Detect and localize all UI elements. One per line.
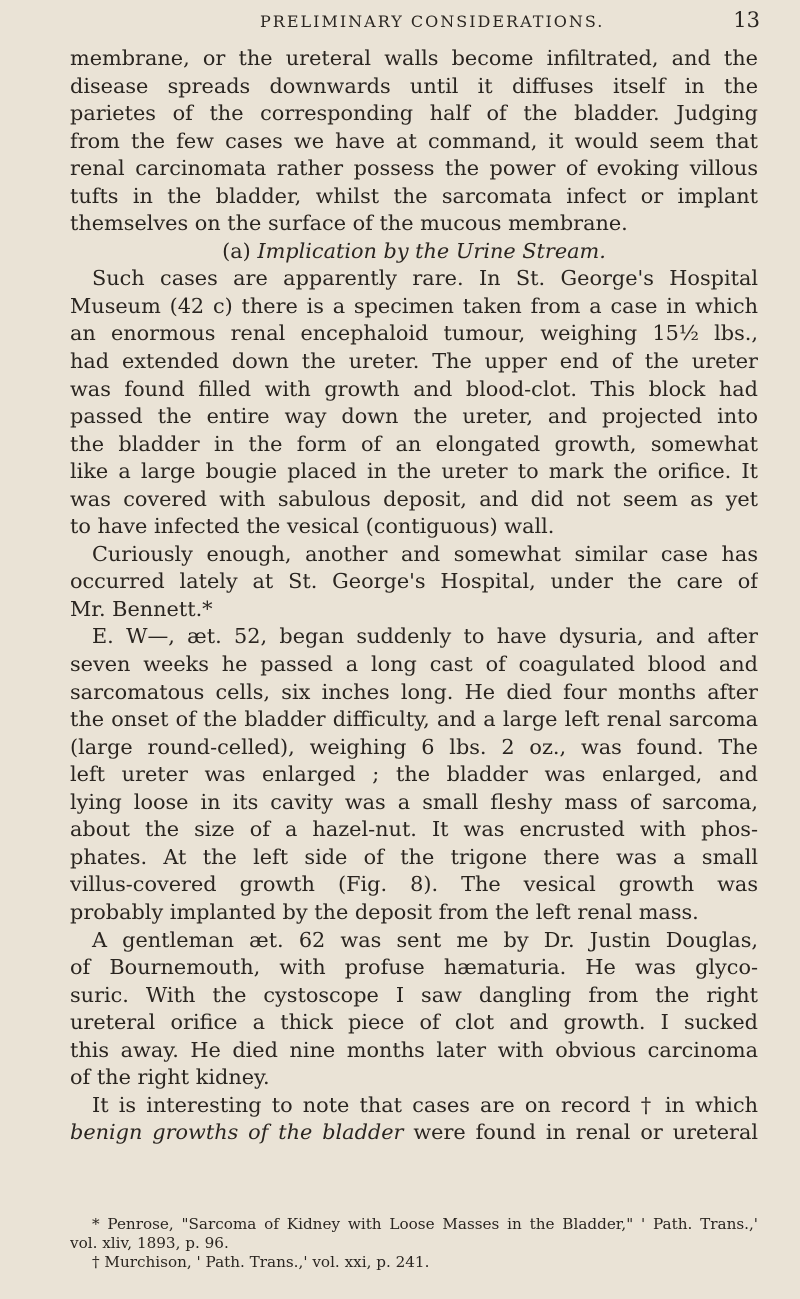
text-line: (large round-celled), weighing 6 lbs. 2 oz., was found. The bbox=[70, 734, 758, 759]
text-fragment: were found in renal or ureteral bbox=[403, 1120, 758, 1145]
text-line: disease spreads downwards until it diffuses itself in the bbox=[70, 73, 758, 98]
text-line: villus-covered growth (Fig. 8). The vesical growth was bbox=[70, 872, 758, 897]
italic-phrase: benign growths of the bladder bbox=[70, 1120, 404, 1145]
section-heading bbox=[70, 238, 758, 266]
text-line: the onset of the bladder difficulty, and a large left renal sarcoma bbox=[70, 707, 758, 732]
text-line: seven weeks he passed a long cast of coagulated blood and bbox=[70, 652, 758, 677]
text-line: A gentleman æt. 62 was sent me by Dr. Justin Douglas, bbox=[92, 927, 758, 952]
text-line: to have infected the vesical (contiguous) wall. bbox=[70, 514, 555, 539]
text-line: was covered with sabulous deposit, and did not seem as yet bbox=[70, 486, 758, 511]
text-line: renal carcinomata rather possess the power of evoking villous bbox=[70, 156, 758, 181]
text-line: sarcomatous cells, six inches long. He died four months after bbox=[70, 679, 758, 704]
text-line: themselves on the surface of the mucous membrane. bbox=[70, 211, 628, 236]
text-line: E. W—, æt. 52, began suddenly to have dysuria, and after bbox=[92, 624, 758, 649]
text-line: probably implanted by the deposit from the left renal mass. bbox=[70, 899, 699, 924]
running-title: PRELIMINARY CONSIDERATIONS. bbox=[260, 12, 605, 31]
running-header bbox=[0, 6, 800, 40]
footnote-line: * Penrose, "Sarcoma of Kidney with Loose Masses in the Bladder," ' Path. Trans.,' bbox=[92, 1215, 758, 1233]
text-line: ureteral orifice a thick piece of clot and growth. I sucked bbox=[70, 1010, 758, 1035]
text-line: an enormous renal encephaloid tumour, weighing 15½ lbs., bbox=[70, 321, 758, 346]
text-line: like a large bougie placed in the ureter to mark the orifice. It bbox=[70, 459, 758, 484]
text-line: phates. At the left side of the trigone there was a small bbox=[70, 844, 758, 869]
heading-title: Implication by the Urine Stream. bbox=[257, 238, 606, 263]
text-line: of the right kidney. bbox=[70, 1065, 270, 1090]
text-line: from the few cases we have at command, it would seem that bbox=[70, 128, 758, 153]
text-line: suric. With the cystoscope I saw dangling from the right bbox=[70, 982, 758, 1007]
text-line: had extended down the ureter. The upper end of the ureter bbox=[70, 349, 758, 374]
page-number: 13 bbox=[733, 8, 760, 32]
footnote-line: vol. xliv, 1893, p. 96. bbox=[70, 1234, 229, 1252]
text-line: Mr. Bennett.* bbox=[70, 596, 213, 621]
heading-marker: (a) bbox=[222, 238, 258, 263]
footnotes bbox=[70, 1215, 758, 1272]
text-line: Such cases are apparently rare. In St. George's Hospital bbox=[92, 266, 758, 291]
text-line: parietes of the corresponding half of the bladder. Judging bbox=[70, 101, 758, 126]
text-line: was found filled with growth and blood-clot. This block had bbox=[70, 376, 758, 401]
text-line: left ureter was enlarged ; the bladder was enlarged, and bbox=[70, 762, 758, 787]
text-line: passed the entire way down the ureter, and projected into bbox=[70, 404, 758, 429]
text-line: of Bournemouth, with profuse hæmaturia. He was glyco- bbox=[70, 955, 758, 980]
text-line: occurred lately at St. George's Hospital, under the care of bbox=[70, 569, 758, 594]
body-text bbox=[70, 45, 758, 1147]
text-line: It is interesting to note that cases are on record † in which bbox=[92, 1092, 758, 1117]
text-line bbox=[70, 1119, 758, 1147]
text-line: this away. He died nine months later with obvious carcinoma bbox=[70, 1037, 758, 1062]
footnote-line: † Murchison, ' Path. Trans.,' vol. xxi, p. 241. bbox=[92, 1253, 430, 1271]
text-line: tufts in the bladder, whilst the sarcomata infect or implant bbox=[70, 183, 758, 208]
text-line: membrane, or the ureteral walls become infiltrated, and the bbox=[70, 46, 758, 70]
text-line: about the size of a hazel-nut. It was encrusted with phos- bbox=[70, 817, 758, 842]
text-line: lying loose in its cavity was a small fleshy mass of sarcoma, bbox=[70, 789, 758, 814]
text-line: Curiously enough, another and somewhat similar case has bbox=[92, 541, 758, 566]
text-line: the bladder in the form of an elongated growth, somewhat bbox=[70, 431, 758, 456]
text-line: Museum (42 c) there is a specimen taken from a case in which bbox=[70, 293, 758, 318]
